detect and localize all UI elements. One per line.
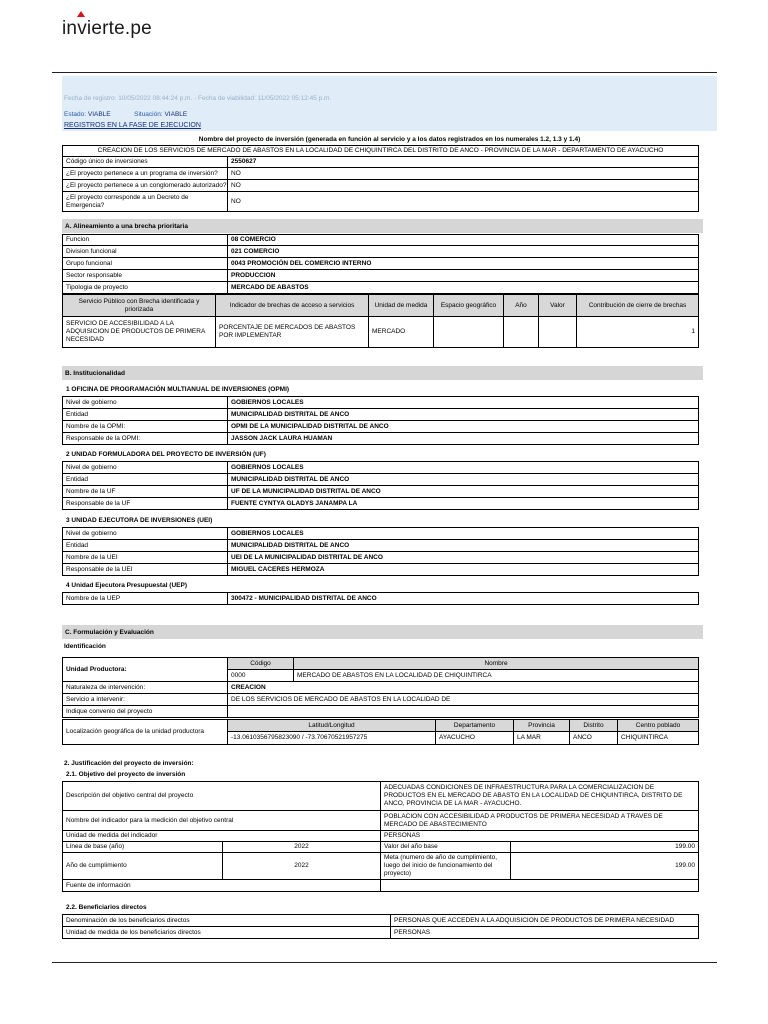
- table-cell: Responsable de la UF: [63, 498, 228, 510]
- table-cell: Meta (numero de año de cumplimiento, luego del inicio de funcionamiento del proyecto): [381, 853, 511, 880]
- justificacion-title: 2. Justificación del proyecto de inversión:: [64, 760, 194, 767]
- table-cell: 08 COMERCIO: [228, 235, 699, 246]
- logo-caret-icon: [77, 11, 85, 17]
- table-cell: JASSON JACK LAURA HUAMAN: [228, 433, 699, 445]
- beneficiarios-title: 2.2. Beneficiarios directos: [66, 904, 147, 911]
- table-cell: Unidad Productora:: [63, 658, 228, 682]
- section-c-header: C. Formulación y Evaluación: [62, 625, 703, 639]
- table-cell: MERCADO: [369, 317, 434, 348]
- table-cell: GOBIERNOS LOCALES: [228, 462, 699, 474]
- table-cell: MUNICIPALIDAD DISTRITAL DE ANCO: [228, 409, 699, 421]
- table-cell: Nivel de gobierno: [63, 397, 228, 409]
- table-cell: GOBIERNOS LOCALES: [228, 397, 699, 409]
- invierte-logo: in vierte.pe: [62, 18, 152, 40]
- table-cell: [228, 706, 699, 718]
- project-title-label: Nombre del proyecto de inversión (generada en función al servicio y a los datos registrados en los numerales 1.2, 1.3 y 1.4): [198, 136, 581, 143]
- localizacion-table: [62, 719, 699, 745]
- table-cell: PERSONAS: [391, 927, 699, 939]
- beneficiarios-table: [62, 914, 699, 939]
- table-cell: Nivel de gobierno: [63, 462, 228, 474]
- table-cell: Departamento: [436, 720, 514, 732]
- table-cell: Nivel de gobierno: [63, 528, 228, 540]
- table-cell: Localización geográfica de la unidad productora: [63, 720, 228, 745]
- table-cell: Nombre de la OPMI:: [63, 421, 228, 433]
- table-cell: Division funcional: [63, 246, 228, 258]
- table-cell: Nombre: [294, 658, 699, 670]
- table-cell: Entidad: [63, 409, 228, 421]
- table-cell: Indicador de brechas de acceso a servicios: [216, 295, 369, 317]
- table-cell: Línea de base (año): [63, 842, 223, 853]
- table-cell: Descripción del objetivo central del proyecto: [63, 782, 381, 811]
- table-cell: Funcion: [63, 235, 228, 246]
- table-cell: CREACION: [228, 682, 699, 694]
- project-table: [62, 145, 699, 212]
- table-cell: [434, 317, 504, 348]
- table-cell: MUNICIPALIDAD DISTRITAL DE ANCO: [228, 540, 699, 552]
- uf-title: 2 UNIDAD FORMULADORA DEL PROYECTO DE INVERSIÓN (UF): [66, 451, 266, 458]
- table-cell: ANCO: [570, 732, 618, 745]
- registros-link[interactable]: REGISTROS EN LA FASE DE EJECUCION: [64, 122, 201, 129]
- table-cell: Contribución de cierre de brechas: [577, 295, 699, 317]
- table-cell: [381, 880, 699, 892]
- table-cell: NO: [228, 180, 699, 192]
- project-name: CREACION DE LOS SERVICIOS DE MERCADO DE ABASTOS EN LA LOCALIDAD DE CHIQUINTIRCA DEL DISTRITO DE ANCO - PROVINCIA DE LA MAR - DEPARTAMENTO DE AYACUCHO: [63, 146, 699, 157]
- table-cell: UEI DE LA MUNICIPALIDAD DISTRITAL DE ANCO: [228, 552, 699, 564]
- table-cell: DE LOS SERVICIOS DE MERCADO DE ABASTOS EN LA LOCALIDAD DE: [228, 694, 699, 706]
- table-cell: Denominación de los beneficiarios directos: [63, 915, 391, 927]
- brecha-indicador: PORCENTAJE DE MERCADOS DE ABASTOS POR IMPLEMENTAR: [216, 317, 369, 348]
- loc-latlong: -13.0610356795823090 / -73.70670521957275: [228, 732, 436, 745]
- section-b-header: B. Institucionalidad: [62, 366, 703, 380]
- opmi-title: 1 OFICINA DE PROGRAMACIÓN MULTIANUAL DE INVERSIONES (OPMI): [66, 386, 290, 393]
- table-cell: Entidad: [63, 540, 228, 552]
- uei-table: [62, 527, 699, 576]
- brecha-table: [62, 294, 699, 348]
- table-cell: 2550627: [228, 157, 699, 168]
- table-cell: CHIQUINTIRCA: [618, 732, 699, 745]
- table-cell: Código: [228, 658, 294, 670]
- table-cell: Responsable de la UEI: [63, 564, 228, 576]
- table-cell: MERCADO DE ABASTOS: [228, 282, 699, 294]
- table-cell: 2022: [223, 853, 381, 880]
- uep-title: 4 Unidad Ejecutora Presupuestal (UEP): [66, 582, 188, 589]
- table-cell: 300472 - MUNICIPALIDAD DISTRITAL DE ANCO: [228, 593, 699, 605]
- table-cell: Nombre de la UF: [63, 486, 228, 498]
- table-cell: [504, 317, 539, 348]
- table-cell: PRODUCCION: [228, 270, 699, 282]
- uep-table: [62, 592, 699, 605]
- brecha-servicio: SERVICIO DE ACCESIBILIDAD A LA ADQUISICION DE PRODUCTOS DE PRIMERA NECESIDAD: [63, 317, 216, 348]
- table-cell: ¿El proyecto pertenece a un programa de inversión?: [63, 168, 228, 180]
- table-cell: 199.00: [511, 842, 699, 853]
- table-cell: Responsable de la OPMI:: [63, 433, 228, 445]
- table-cell: FUENTE CYNTYA GLADYS JANAMPA LA: [228, 498, 699, 510]
- table-cell: Año: [504, 295, 539, 317]
- table-cell: Grupo funcional: [63, 258, 228, 270]
- table-cell: Sector responsable: [63, 270, 228, 282]
- up-nombre: MERCADO DE ABASTOS EN LA LOCALIDAD DE CHIQUINTIRCA: [294, 670, 699, 682]
- table-cell: PERSONAS: [381, 831, 699, 842]
- table-cell: Valor del año base: [381, 842, 511, 853]
- table-cell: AYACUCHO: [436, 732, 514, 745]
- table-cell: OPMI DE LA MUNICIPALIDAD DISTRITAL DE ANCO: [228, 421, 699, 433]
- table-cell: Unidad de medida: [369, 295, 434, 317]
- table-cell: Nombre de la UEP: [63, 593, 228, 605]
- objetivo-descripcion: ADECUADAS CONDICIONES DE INFRAESTRUCTURA PARA LA COMERCIALIZACION DE PRODUCTOS EN EL MERCADO DE ABASTO EN LA LOCALIDAD DE CHIQUINTIRCA, DISTRITO DE ANCO, PROVINCIA DE LA MAR - AYACUCHO.: [381, 782, 699, 811]
- table-cell: Fuente de información: [63, 880, 381, 892]
- table-cell: GOBIERNOS LOCALES: [228, 528, 699, 540]
- fechas-text: Fecha de registro: 10/05/2022 08:44:24 p.m. - Fecha de viabilidad: 11/05/2022 05:12:45 p.m.: [64, 95, 332, 102]
- section-a-table: [62, 234, 699, 294]
- table-cell: Unidad de medida de los beneficiarios directos: [63, 927, 391, 939]
- table-cell: Espacio geográfico: [434, 295, 504, 317]
- objetivo-title: 2.1. Objetivo del proyecto de inversión: [66, 771, 186, 778]
- table-cell: 1: [577, 317, 699, 348]
- up-codigo: 0000: [228, 670, 294, 682]
- table-cell: UF DE LA MUNICIPALIDAD DISTRITAL DE ANCO: [228, 486, 699, 498]
- table-cell: Latitud/Longitud: [228, 720, 436, 732]
- table-cell: Centro poblado: [618, 720, 699, 732]
- identificacion-label: Identificación: [64, 643, 106, 650]
- table-cell: PERSONAS QUE ACCEDEN A LA ADQUISICION DE PRODUCTOS DE PRIMERA NECESIDAD: [391, 915, 699, 927]
- table-cell: 199.00: [511, 853, 699, 880]
- uei-title: 3 UNIDAD EJECUTORA DE INVERSIONES (UEI): [66, 517, 213, 524]
- section-a-header: A. Alineamiento a una brecha prioritaria: [62, 219, 703, 233]
- table-cell: ¿El proyecto corresponde a un Decreto de Emergencia?: [63, 192, 228, 212]
- table-cell: 0043 PROMOCIÓN DEL COMERCIO INTERNO: [228, 258, 699, 270]
- table-cell: Indique convenio del proyecto: [63, 706, 228, 718]
- bottom-divider: [52, 962, 717, 963]
- uf-table: [62, 461, 699, 510]
- table-cell: Año de cumplimiento: [63, 853, 223, 880]
- table-cell: MIGUEL CACERES HERMOZA: [228, 564, 699, 576]
- table-cell: Nombre del indicador para la medición del objetivo central: [63, 811, 381, 831]
- table-cell: Distrito: [570, 720, 618, 732]
- table-cell: Naturaleza de intervención:: [63, 682, 228, 694]
- table-cell: LA MAR: [514, 732, 570, 745]
- opmi-table: [62, 396, 699, 445]
- table-cell: Código único de inversiones: [63, 157, 228, 168]
- table-cell: Provincia: [514, 720, 570, 732]
- table-cell: 2022: [223, 842, 381, 853]
- objetivo-table: [62, 781, 699, 892]
- table-cell: Servicio Público con Brecha identificada y priorizada: [63, 295, 216, 317]
- table-cell: MUNICIPALIDAD DISTRITAL DE ANCO: [228, 474, 699, 486]
- table-cell: Unidad de medida del indicador: [63, 831, 381, 842]
- top-divider: [52, 72, 717, 73]
- estado-value: VIABLE: [87, 111, 111, 118]
- table-cell: Tipologia de proyecto: [63, 282, 228, 294]
- table-cell: Nombre de la UEI: [63, 552, 228, 564]
- table-cell: Entidad: [63, 474, 228, 486]
- estado-line: Estado: VIABLE Situación: VIABLE: [64, 111, 188, 118]
- objetivo-indicador: POBLACION CON ACCESIBILIDAD A PRODUCTOS DE PRIMERA NECESIDAD A TRAVES DE MERCADO DE ABASTECIMIENTO: [381, 811, 699, 831]
- table-cell: NO: [228, 168, 699, 180]
- situacion-value: VIABLE: [164, 111, 188, 118]
- table-cell: ¿El proyecto pertenece a un conglomerado autorizado?: [63, 180, 228, 192]
- status-banner: [62, 76, 717, 131]
- table-cell: NO: [228, 192, 699, 212]
- table-cell: Servicio a intervenir:: [63, 694, 228, 706]
- table-cell: Valor: [539, 295, 577, 317]
- table-cell: [539, 317, 577, 348]
- unidad-productora-table: [62, 657, 699, 718]
- table-cell: 021 COMERCIO: [228, 246, 699, 258]
